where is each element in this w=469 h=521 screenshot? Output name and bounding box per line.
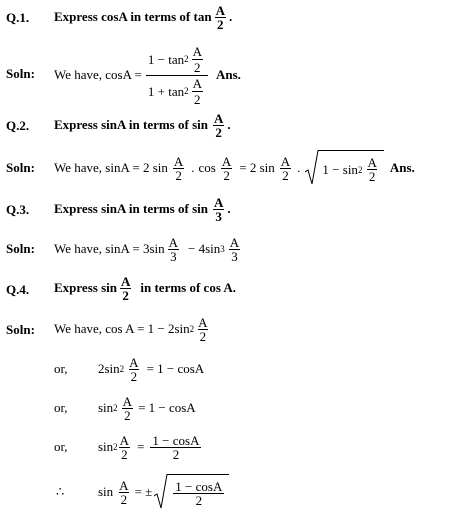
s1-num-frac-num: A [192, 43, 202, 59]
q3-fraction [212, 196, 225, 223]
q3-text: Express sinA in terms of sin [54, 201, 208, 216]
s1-lead: We have, cosA = [54, 67, 142, 82]
step3-f-den: 2 [121, 446, 128, 462]
s4-fraction [196, 316, 209, 343]
q2-frac-num: A [213, 110, 224, 126]
s2-dot-2: . [297, 160, 301, 175]
q4-frac-den: 2 [122, 287, 129, 303]
step3-fraction [118, 434, 131, 461]
s2-f4-num: A [367, 155, 377, 170]
s4-label: Soln: [6, 322, 35, 337]
q1-text: Express cosA in terms of tan [54, 9, 212, 24]
s3-f2-num: A [229, 234, 240, 250]
s3-frac-2 [228, 236, 241, 263]
s1-num-text: 1 − tan [147, 51, 185, 67]
therefore-symbol: ∴ [56, 484, 65, 499]
q2-frac-den: 2 [215, 124, 222, 140]
q2-text: Express sinA in terms of sin [54, 117, 208, 132]
s1-den-frac-den: 2 [194, 91, 201, 107]
q2-fraction [212, 112, 225, 139]
step3-eq: = [137, 439, 145, 454]
q4-pre: Express sin [54, 280, 117, 295]
step4-lhs: sin [98, 484, 114, 499]
s3-minus: − 4sin [188, 241, 221, 256]
s1-ans: Ans. [215, 67, 241, 82]
s2-frac-3 [279, 155, 292, 182]
s2-eq2: = 2 sin [239, 160, 275, 175]
s4-f-den: 2 [199, 328, 207, 344]
s2-f3-num: A [280, 153, 291, 169]
s2-f4-den: 2 [368, 169, 376, 184]
s2-f1-num: A [173, 153, 184, 169]
q2-period: . [227, 117, 231, 132]
s3-label: Soln: [6, 241, 35, 256]
s1-main-fraction [146, 44, 208, 107]
step1-lhs: 2sin [98, 361, 120, 376]
q2-label: Q.2. [6, 118, 30, 133]
step2-rhs: = 1 − cosA [138, 400, 196, 415]
step2-f-den: 2 [124, 407, 131, 423]
step4-radicand [168, 474, 229, 510]
step2-fraction [121, 395, 134, 422]
q4-post: in terms of cos A. [140, 280, 237, 295]
step3-f-num: A [119, 432, 130, 448]
q1-period: . [228, 9, 233, 24]
s1-expression [54, 45, 241, 105]
q4-frac-num: A [120, 273, 131, 289]
s2-expression [54, 150, 415, 186]
step3-expression: sin 2 $\frac{A}{2}$ = $\frac{1 - \cos A}{2}$ [98, 432, 200, 462]
step4-fraction [117, 479, 130, 506]
q3-frac-num: A [213, 194, 224, 210]
s3-f1-num: A [168, 234, 179, 250]
s3-f2-den: 3 [231, 248, 238, 264]
step1-rhs: = 1 − cosA [146, 361, 205, 376]
s2-lead: We have, sinA = 2 sin [54, 160, 168, 175]
s2-rad-text: 1 − sin [322, 161, 358, 177]
step1-expression: 2sin 2 $\frac{A}{2}$ = 1 − cosA [98, 354, 205, 384]
s2-f2-den: 2 [223, 167, 230, 183]
step4-eq: = ± [134, 484, 153, 499]
step1-or: or, [54, 361, 68, 376]
sqrt-icon [305, 150, 319, 186]
q4-prompt [54, 272, 236, 304]
step1-f-den: 2 [130, 368, 138, 384]
step3-lhs: sin [98, 439, 114, 454]
step2-f-num: A [122, 393, 133, 409]
s2-frac-1 [172, 155, 185, 182]
q1-fraction [214, 4, 227, 31]
q4-fraction [119, 275, 132, 302]
s2-label: Soln: [6, 160, 35, 175]
s2-f3-den: 2 [282, 167, 289, 183]
q1-frac-num: A [215, 2, 225, 18]
step2-lhs: sin [98, 400, 114, 415]
s3-lead: We have, sinA = 3sin [54, 241, 165, 256]
step4-sqrt [154, 474, 229, 510]
s1-den-text: 1 + tan [147, 83, 185, 99]
step3-rhs-fraction [150, 434, 201, 461]
s3-f1-den: 3 [170, 248, 177, 264]
q2-prompt [54, 109, 231, 141]
step4-r-den: 2 [173, 493, 224, 507]
s2-f2-num: A [221, 153, 232, 169]
q3-period: . [227, 201, 231, 216]
step4-f-den: 2 [120, 491, 128, 507]
q1-frac-den: 2 [217, 16, 224, 32]
s3-expression: We have, sinA = 3sin $\frac{A}{3}$ − 4sin 3 $\frac{A}{3}$ [54, 234, 240, 264]
s1-den-frac-num: A [192, 75, 202, 91]
q1-label: Q.1. [6, 10, 30, 25]
q1-prompt [54, 1, 232, 33]
sqrt-icon [154, 474, 168, 510]
step3-r-num: 1 − cosA [152, 432, 200, 448]
s2-frac-2 [220, 155, 233, 182]
step4-expression [98, 474, 229, 510]
s2-dot-1: . [191, 160, 195, 175]
s2-cos: cos [198, 160, 216, 175]
step2-or: or, [54, 400, 68, 415]
step3-r-den: 2 [150, 447, 201, 461]
s4-expression: We have, cos A = 1 − 2sin 2 $\frac{A}{2}$ [54, 314, 208, 344]
s2-f1-den: 2 [175, 167, 182, 183]
step1-f-num: A [129, 354, 139, 370]
s1-label: Soln: [6, 66, 35, 81]
s1-num-frac-den: 2 [194, 59, 201, 75]
s2-ans: Ans. [389, 160, 415, 175]
step4-f-num: A [119, 477, 129, 493]
s1-numerator: 1 − tan 2 $\frac{A}{2}$ [147, 43, 202, 75]
step1-fraction [127, 356, 140, 383]
s4-lead: We have, cos A = 1 − 2sin [54, 321, 190, 336]
q3-label: Q.3. [6, 202, 30, 217]
q3-prompt [54, 193, 231, 225]
s2-sqrt [305, 150, 383, 186]
step2-expression: sin 2 $\frac{A}{2}$ = 1 − cosA [98, 393, 196, 423]
s1-denominator: 1 + tan 2 $\frac{A}{2}$ [146, 75, 208, 107]
s3-frac-1 [167, 236, 180, 263]
q3-frac-den: 3 [215, 208, 222, 224]
step4-r-num: 1 − cosA [175, 479, 223, 494]
s4-f-num: A [198, 314, 208, 330]
s2-radicand: 1 − sin 2 $\frac{A}{2}$ [319, 150, 383, 186]
q4-label: Q.4. [6, 282, 30, 297]
step3-or: or, [54, 439, 68, 454]
